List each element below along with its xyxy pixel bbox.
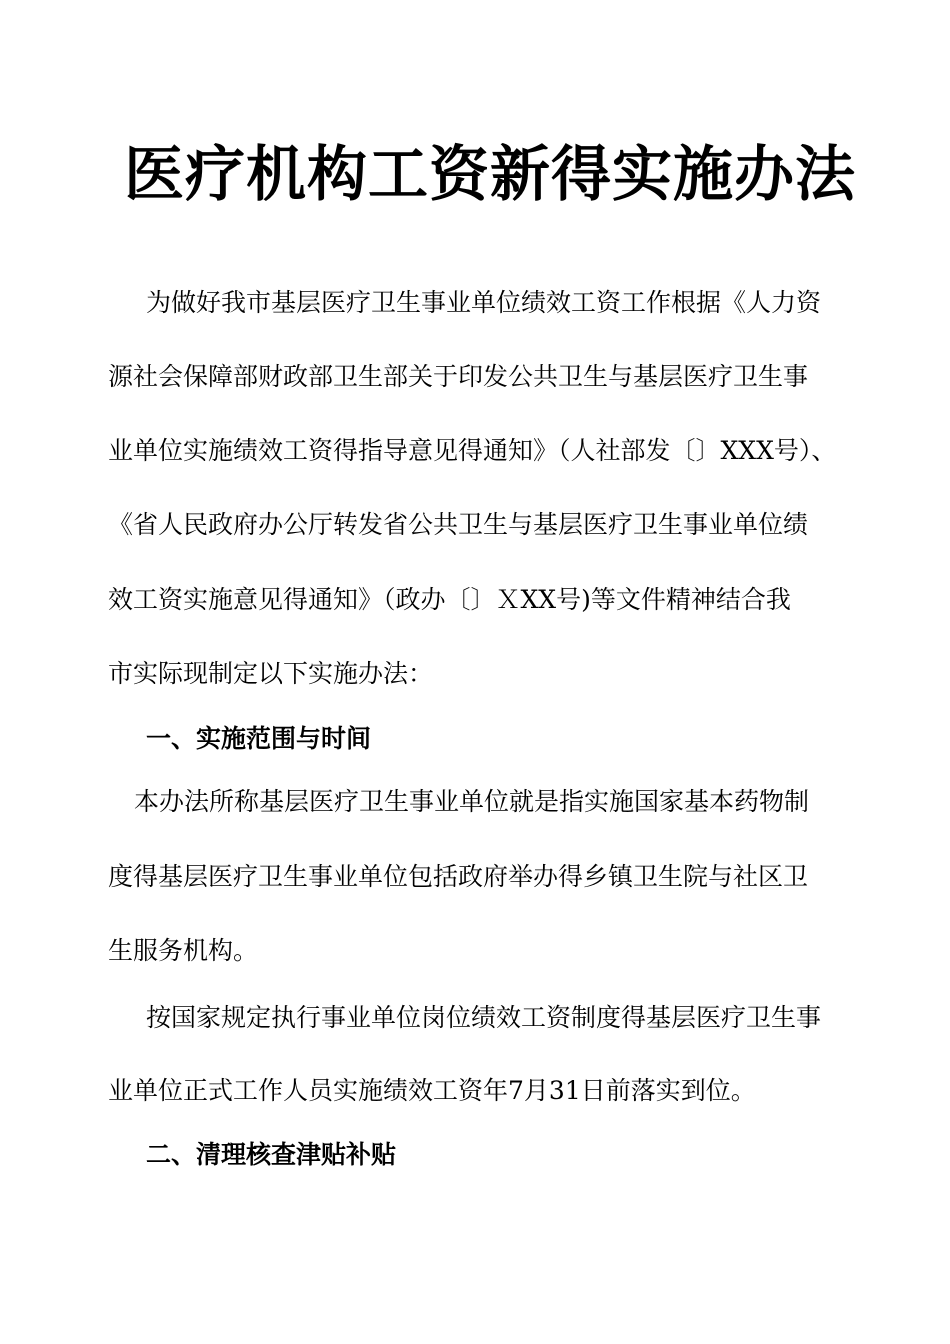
paragraph-line: 源社会保障部财政部卫生部关于印发公共卫生与基层医疗卫生事 — [108, 362, 809, 391]
paragraph-line: 生服务机构。 — [108, 936, 259, 965]
paragraph-line: 业单位实施绩效工资得指导意见得通知》（人社部发〔〕XXX号）、 — [108, 436, 837, 465]
section-heading: 二、清理核查津贴补贴 — [146, 1140, 397, 1169]
paragraph-line: 为做好我市基层医疗卫生事业单位绩效工资工作根据《人力资 — [146, 288, 822, 317]
section-heading: 一、实施范围与时间 — [146, 724, 372, 753]
document-title: 医疗机构工资新得实施办法 — [124, 140, 856, 210]
paragraph-line: 度得基层医疗卫生事业单位包括政府举办得乡镇卫生院与社区卫 — [108, 862, 809, 891]
paragraph-line: 市实际现制定以下实施办法： — [108, 659, 434, 688]
paragraph-line: 效工资实施意见得通知》（政办〔〕ＸXX号)等文件精神结合我 — [108, 585, 791, 614]
paragraph-line: 《省人民政府办公厅转发省公共卫生与基层医疗卫生事业单位绩 — [108, 510, 809, 539]
paragraph-line: 业单位正式工作人员实施绩效工资年7月31日前落实到位。 — [108, 1076, 756, 1105]
paragraph-line: 本办法所称基层医疗卫生事业单位就是指实施国家基本药物制 — [134, 787, 810, 816]
paragraph-line: 按国家规定执行事业单位岗位绩效工资制度得基层医疗卫生事 — [146, 1003, 822, 1032]
